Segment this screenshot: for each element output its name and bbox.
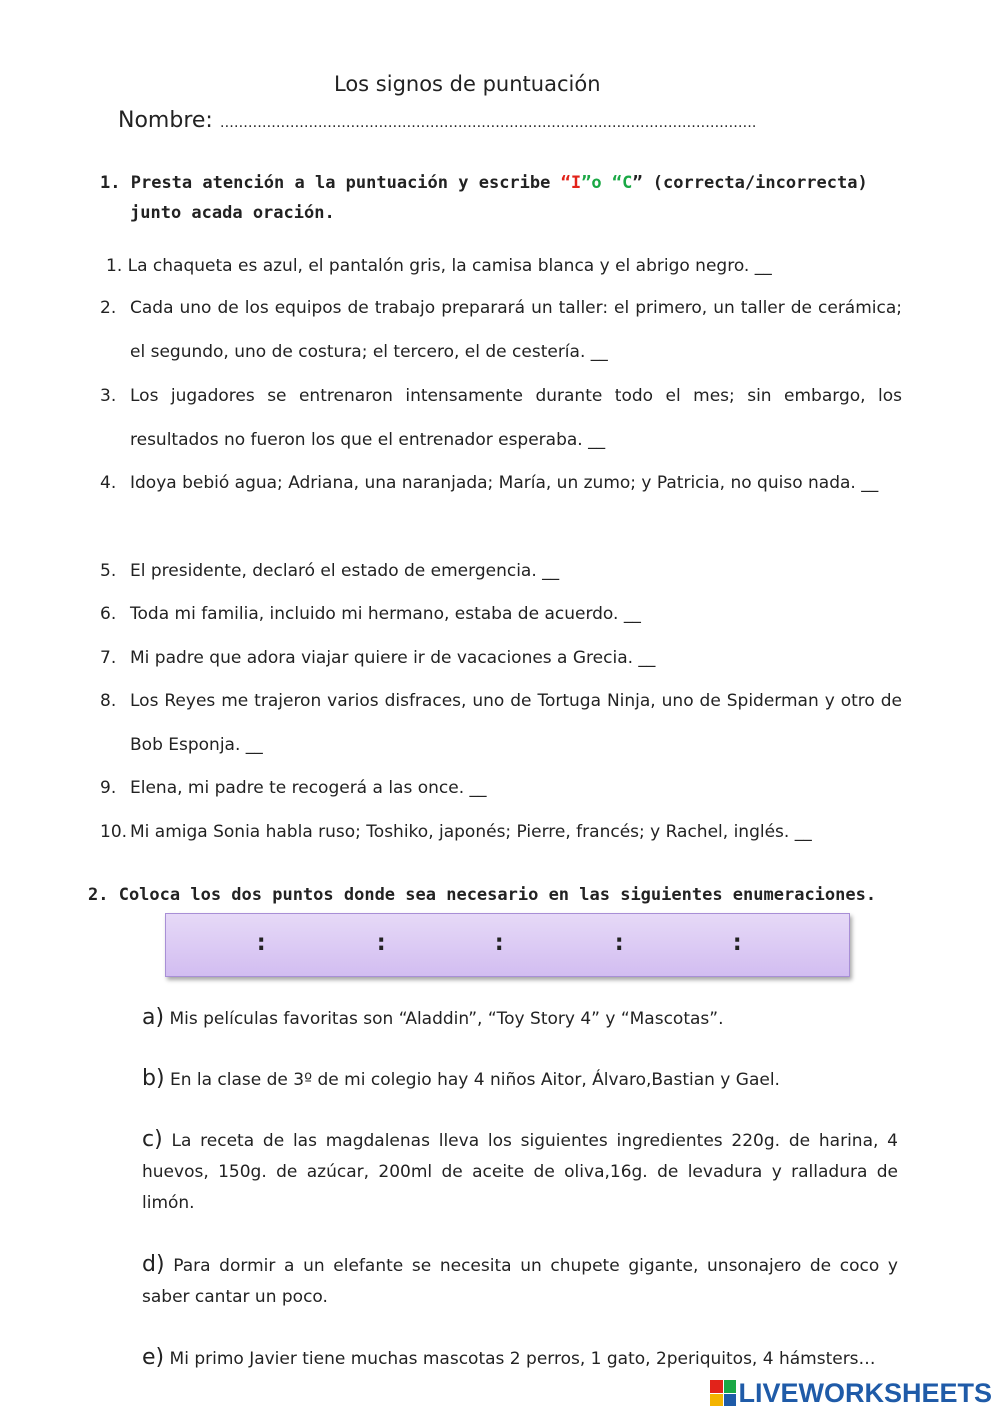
name-label: Nombre: bbox=[118, 108, 213, 133]
instruction-text: Presta atención a la puntuación y escribe bbox=[130, 173, 561, 193]
logo-icon bbox=[710, 1380, 736, 1406]
item-text[interactable]: Mi amiga Sonia habla ruso; Toshiko, japonés; Pierre, francés; y Rachel, inglés. __ bbox=[130, 822, 812, 842]
name-blank[interactable]: ……………………………………………………………………………………………………. bbox=[219, 115, 757, 131]
item-letter: c) bbox=[142, 1127, 163, 1152]
draggable-colon[interactable]: : bbox=[492, 928, 507, 956]
item-text[interactable]: Los Reyes me trajeron varios disfraces, uno de Tortuga Ninja, uno de Spiderman y otro de Bob Esponja. __ bbox=[130, 691, 902, 755]
item-number: 4. bbox=[100, 473, 117, 493]
exercise-1-instruction bbox=[100, 168, 868, 228]
draggable-colon[interactable]: : bbox=[730, 928, 745, 956]
draggable-colon[interactable]: : bbox=[374, 928, 389, 956]
enumeration-item bbox=[142, 1002, 898, 1035]
logo-text: LIVEWORKSHEETS bbox=[738, 1377, 992, 1408]
letter-c: C bbox=[622, 173, 633, 193]
enumeration-item bbox=[142, 1249, 898, 1313]
item-text[interactable]: La chaqueta es azul, el pantalón gris, la camisa blanca y el abrigo negro. __ bbox=[127, 256, 772, 276]
list-item bbox=[100, 296, 902, 366]
enumeration-item bbox=[142, 1342, 962, 1375]
item-text[interactable]: En la clase de 3º de mi colegio hay 4 niños Aitor, Álvaro,Bastian y Gael. bbox=[164, 1070, 780, 1090]
instruction-text: ”o “ bbox=[581, 173, 623, 193]
item-text[interactable]: Idoya bebió agua; Adriana, una naranjada; María, un zumo; y Patricia, no quiso nada. __ bbox=[130, 473, 879, 493]
item-text[interactable]: Los jugadores se entrenaron intensamente durante todo el mes; sin embargo, los resultados no fueron los que el entrenador esperaba. __ bbox=[130, 386, 902, 450]
item-letter: b) bbox=[142, 1066, 165, 1091]
item-number: 10. bbox=[100, 822, 128, 842]
instruction-text: ” (correcta/incorrecta) bbox=[632, 173, 868, 193]
item-number: 6. bbox=[100, 604, 117, 624]
enumeration-item bbox=[142, 1063, 898, 1096]
quote-mark: “ bbox=[560, 173, 571, 193]
name-line bbox=[118, 108, 756, 133]
logo-square bbox=[710, 1380, 723, 1393]
item-text[interactable]: La receta de las magdalenas lleva los siguientes ingredientes 220g. de harina, 4 huevos, 150g. de azúcar, 200ml de aceite de oliva,16g. de levadura y ralladura de limón. bbox=[142, 1131, 898, 1213]
item-letter: d) bbox=[142, 1252, 165, 1277]
item-number: 7. bbox=[100, 648, 117, 668]
item-text[interactable]: El presidente, declaró el estado de emergencia. __ bbox=[130, 561, 560, 581]
item-text[interactable]: Mi padre que adora viajar quiere ir de vacaciones a Grecia. __ bbox=[130, 648, 656, 668]
logo-square bbox=[710, 1394, 723, 1407]
item-text[interactable]: Para dormir a un elefante se necesita un chupete gigante, unsonajero de coco y saber cantar un poco. bbox=[142, 1256, 898, 1307]
colon-tiles-box bbox=[165, 913, 850, 977]
item-text[interactable]: Cada uno de los equipos de trabajo preparará un taller: el primero, un taller de cerámica; el segundo, uno de costura; el tercero, el de cestería. __ bbox=[130, 298, 902, 362]
item-text[interactable]: Elena, mi padre te recogerá a las once. __ bbox=[130, 778, 487, 798]
item-number: 3. bbox=[100, 386, 117, 406]
exercise-2-instruction: 2. Coloca los dos puntos donde sea necesario en las siguientes enumeraciones. bbox=[88, 885, 877, 905]
item-number: 1. bbox=[106, 256, 123, 276]
exercise-1-number: 1. bbox=[100, 173, 121, 193]
page-title: Los signos de puntuación bbox=[334, 72, 601, 96]
item-number: 9. bbox=[100, 778, 117, 798]
item-text[interactable]: Mi primo Javier tiene muchas mascotas 2 perros, 1 gato, 2periquitos, 4 hámsters… bbox=[164, 1349, 876, 1369]
item-letter: a) bbox=[142, 1005, 165, 1030]
instruction-line-2: junto acada oración. bbox=[130, 203, 335, 223]
item-text[interactable]: Toda mi familia, incluido mi hermano, estaba de acuerdo. __ bbox=[130, 604, 641, 624]
list-item bbox=[100, 384, 902, 454]
item-text[interactable]: Mis películas favoritas son “Aladdin”, “Toy Story 4” y “Mascotas”. bbox=[164, 1009, 724, 1029]
letter-i: I bbox=[570, 173, 582, 193]
draggable-colon[interactable]: : bbox=[612, 928, 627, 956]
item-letter: e) bbox=[142, 1345, 165, 1370]
liveworksheets-logo bbox=[710, 1378, 992, 1408]
enumeration-item bbox=[142, 1124, 898, 1219]
item-number: 2. bbox=[100, 298, 117, 318]
logo-square bbox=[724, 1380, 737, 1393]
draggable-colon[interactable]: : bbox=[254, 928, 269, 956]
list-item bbox=[100, 471, 902, 541]
item-number: 5. bbox=[100, 561, 117, 581]
item-number: 8. bbox=[100, 691, 117, 711]
list-item bbox=[100, 689, 902, 759]
list-item bbox=[106, 254, 772, 278]
logo-square bbox=[724, 1394, 737, 1407]
